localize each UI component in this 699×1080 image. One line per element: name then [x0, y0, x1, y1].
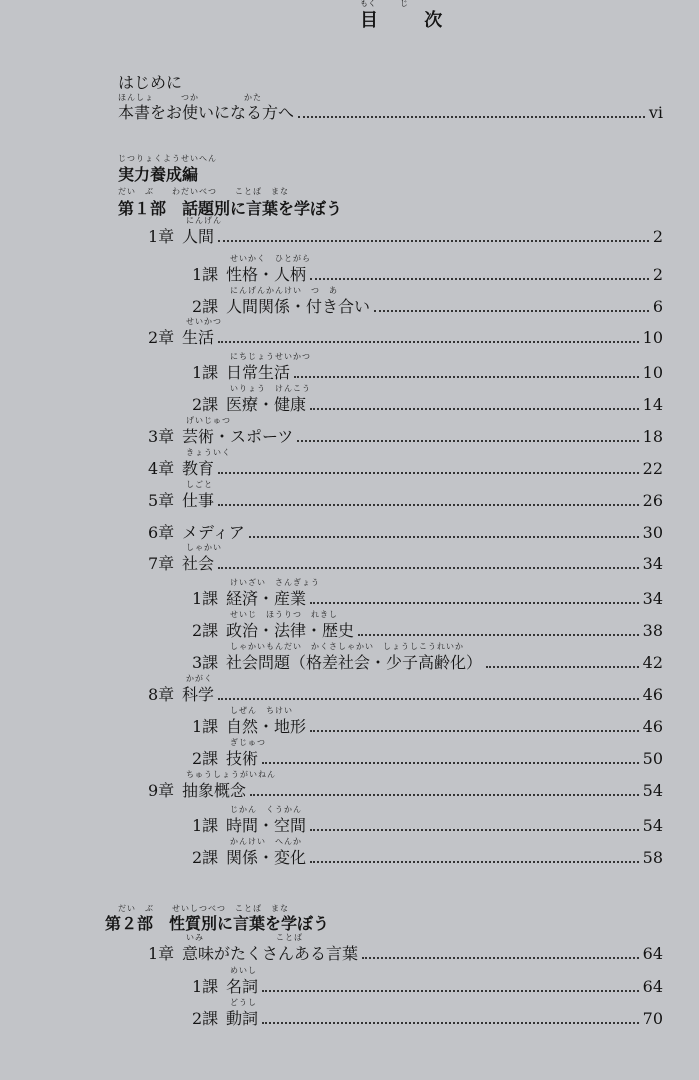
leader-dots — [218, 340, 639, 343]
toc-row-page: 58 — [642, 848, 663, 867]
toc-row[interactable] — [192, 714, 663, 737]
toc-row-label: 日常生活 — [226, 363, 291, 382]
toc-row-label: 性格・人柄 — [226, 265, 307, 284]
toc-row-number: 2課 — [192, 1009, 219, 1028]
toc-row[interactable] — [148, 456, 663, 479]
toc-row-page: 64 — [642, 944, 663, 963]
part1-heading: 第１部 話題別に言葉を学ぼう — [118, 199, 343, 218]
toc-row-page: vi — [648, 103, 663, 122]
section-furigana: じつりょくようせいへん — [118, 154, 217, 163]
leader-dots — [310, 407, 639, 410]
leader-dots — [310, 828, 639, 831]
toc-row-page: 34 — [642, 554, 663, 573]
toc-row[interactable] — [148, 682, 663, 705]
leader-dots — [362, 956, 639, 959]
hajimeni-link[interactable]: はじめに — [118, 73, 183, 92]
toc-row-page: 30 — [642, 523, 663, 542]
toc-row-label: 人間関係・付き合い — [226, 297, 371, 316]
section-heading: 実力養成編 — [118, 165, 199, 184]
toc-row[interactable] — [148, 424, 663, 447]
part2-heading: 第２部 性質別に言葉を学ぼう — [105, 914, 330, 933]
toc-row-page: 42 — [642, 653, 663, 672]
toc-row[interactable] — [192, 845, 663, 868]
toc-row-page: 2 — [652, 227, 663, 246]
toc-row-label: 科学 — [182, 685, 215, 704]
toc-row-number: 2課 — [192, 297, 219, 316]
toc-row-number: 1課 — [192, 977, 219, 996]
page-title — [360, 0, 463, 32]
title-text: 目 次 — [360, 10, 463, 31]
toc-row-furigana: いみ ことば — [186, 933, 303, 942]
toc-row-number: 7章 — [148, 554, 175, 573]
toc-row-number: 1課 — [192, 265, 219, 284]
toc-row-label: 医療・健康 — [226, 395, 307, 414]
leader-dots — [262, 989, 639, 992]
toc-row-furigana: どうし — [230, 998, 257, 1007]
leader-dots — [218, 566, 639, 569]
part2-furigana: だい ぶ せいしつべつ ことば まな — [118, 904, 289, 913]
leader-dots — [218, 239, 649, 242]
toc-row-label: 社会 — [182, 554, 215, 573]
toc-row-intro[interactable] — [118, 100, 663, 123]
toc-row-number: 1章 — [148, 227, 175, 246]
leader-dots — [310, 277, 649, 280]
leader-dots — [310, 729, 639, 732]
toc-row[interactable] — [192, 974, 663, 997]
leader-dots — [249, 535, 639, 538]
toc-row-label: 名詞 — [226, 977, 259, 996]
leader-dots — [298, 115, 645, 118]
toc-row-number: 6章 — [148, 523, 175, 542]
toc-row[interactable] — [148, 778, 663, 801]
toc-row-label: 政治・法律・歴史 — [226, 621, 355, 640]
part1-furigana: だい ぶ わだいべつ ことば まな — [118, 187, 289, 196]
toc-row[interactable] — [192, 294, 663, 317]
toc-row-page: 34 — [642, 589, 663, 608]
toc-row[interactable] — [192, 360, 663, 383]
toc-row-label: 生活 — [182, 328, 215, 347]
toc-row[interactable] — [148, 325, 663, 348]
toc-row-label: 抽象概念 — [182, 781, 247, 800]
toc-row-number: 1章 — [148, 944, 175, 963]
toc-row-furigana: かんけい へんか — [230, 837, 302, 846]
toc-row-furigana: しごと — [186, 480, 213, 489]
leader-dots — [250, 793, 639, 796]
toc-row-page: 10 — [642, 328, 663, 347]
toc-row-label: 時間・空間 — [226, 816, 307, 835]
toc-row-number: 2章 — [148, 328, 175, 347]
toc-row-label: 人間 — [182, 227, 215, 246]
toc-row-furigana: じかん くうかん — [230, 805, 302, 814]
toc-row-label: 技術 — [226, 749, 259, 768]
toc-row-label: 関係・変化 — [226, 848, 307, 867]
toc-row[interactable] — [148, 520, 663, 543]
toc-row-number: 5章 — [148, 491, 175, 510]
toc-row-number: 3課 — [192, 653, 219, 672]
toc-row-number: 2課 — [192, 749, 219, 768]
toc-row-page: 50 — [642, 749, 663, 768]
leader-dots — [297, 439, 638, 442]
toc-row-label: 仕事 — [182, 491, 215, 510]
toc-row-page: 18 — [642, 427, 663, 446]
toc-row-label: 動詞 — [226, 1009, 259, 1028]
leader-dots — [374, 309, 649, 312]
leader-dots — [218, 471, 639, 474]
toc-row-furigana: ちゅうしょうがいねん — [186, 770, 276, 779]
toc-row-page: 6 — [652, 297, 663, 316]
toc-row[interactable] — [192, 618, 663, 641]
toc-row[interactable] — [192, 746, 663, 769]
toc-row-furigana: しゃかいもんだい かくさしゃかい しょうしこうれいか — [230, 642, 464, 651]
toc-row-furigana: げいじゅつ — [186, 416, 231, 425]
toc-row-furigana: にんげん — [186, 216, 222, 225]
toc-row[interactable] — [192, 262, 663, 285]
toc-row-furigana: きょういく — [186, 448, 231, 457]
toc-row-furigana: せいかつ — [186, 317, 222, 326]
toc-row-page: 54 — [642, 781, 663, 800]
leader-dots — [358, 633, 639, 636]
toc-row[interactable] — [148, 488, 663, 511]
toc-row-page: 2 — [652, 265, 663, 284]
toc-row-number: 2課 — [192, 621, 219, 640]
toc-row-page: 26 — [642, 491, 663, 510]
toc-row-label: 自然・地形 — [226, 717, 307, 736]
toc-row[interactable] — [192, 650, 663, 673]
toc-row-furigana: しぜん ちけい — [230, 706, 293, 715]
toc-row[interactable] — [148, 941, 663, 964]
leader-dots — [294, 375, 639, 378]
toc-row-number: 1課 — [192, 589, 219, 608]
toc-row-number: 8章 — [148, 685, 175, 704]
toc-row-number: 2課 — [192, 395, 219, 414]
toc-row[interactable] — [148, 224, 663, 247]
toc-row-page: 46 — [642, 717, 663, 736]
toc-row-page: 64 — [642, 977, 663, 996]
toc-row-furigana: にんげんかんけい つ あ — [230, 286, 338, 295]
toc-row-label: 意味がたくさんある言葉 — [182, 944, 359, 963]
toc-row-furigana: にちじょうせいかつ — [230, 352, 311, 361]
leader-dots — [486, 665, 639, 668]
toc-row-furigana: ぎじゅつ — [230, 738, 266, 747]
toc-row[interactable] — [192, 813, 663, 836]
title-ruby-1: もく — [360, 0, 376, 8]
leader-dots — [310, 601, 639, 604]
title-ruby-2: じ — [400, 0, 408, 8]
toc-row-label: メディア — [182, 523, 245, 542]
toc-row-number: 1課 — [192, 816, 219, 835]
toc-row-label: 本書をお使いになる方へ — [118, 103, 295, 122]
toc-row-label: 芸術・スポーツ — [182, 427, 294, 446]
leader-dots — [218, 503, 639, 506]
toc-row-furigana: けいざい さんぎょう — [230, 578, 320, 587]
leader-dots — [310, 860, 639, 863]
toc-row-number: 9章 — [148, 781, 175, 800]
toc-row-furigana: かがく — [186, 674, 213, 683]
toc-row-page: 70 — [642, 1009, 663, 1028]
toc-row-furigana: しゃかい — [186, 543, 222, 552]
toc-row-page: 22 — [642, 459, 663, 478]
leader-dots — [262, 1021, 639, 1024]
toc-row-furigana: めいし — [230, 966, 257, 975]
toc-row-page: 14 — [642, 395, 663, 414]
toc-row-page: 10 — [642, 363, 663, 382]
toc-row-number: 4章 — [148, 459, 175, 478]
leader-dots — [262, 761, 639, 764]
toc-row-furigana: せいじ ほうりつ れきし — [230, 610, 338, 619]
toc-row-number: 2課 — [192, 848, 219, 867]
toc-row[interactable] — [192, 392, 663, 415]
leader-dots — [218, 697, 639, 700]
toc-row-label: 経済・産業 — [226, 589, 307, 608]
toc-row-furigana: いりょう けんこう — [230, 384, 311, 393]
toc-row-number: 3章 — [148, 427, 175, 446]
toc-row-page: 46 — [642, 685, 663, 704]
toc-row-label: 教育 — [182, 459, 215, 478]
toc-row-page: 54 — [642, 816, 663, 835]
toc-row-furigana: せいかく ひとがら — [230, 254, 311, 263]
toc-row-number: 1課 — [192, 717, 219, 736]
toc-row[interactable] — [148, 551, 663, 574]
intro-furigana: ほんしょ つか かた — [118, 93, 262, 102]
toc-row-number: 1課 — [192, 363, 219, 382]
toc-row-page: 38 — [642, 621, 663, 640]
toc-row-label: 社会問題（格差社会・少子高齢化） — [226, 653, 483, 672]
toc-row[interactable] — [192, 586, 663, 609]
toc-row[interactable] — [192, 1006, 663, 1029]
